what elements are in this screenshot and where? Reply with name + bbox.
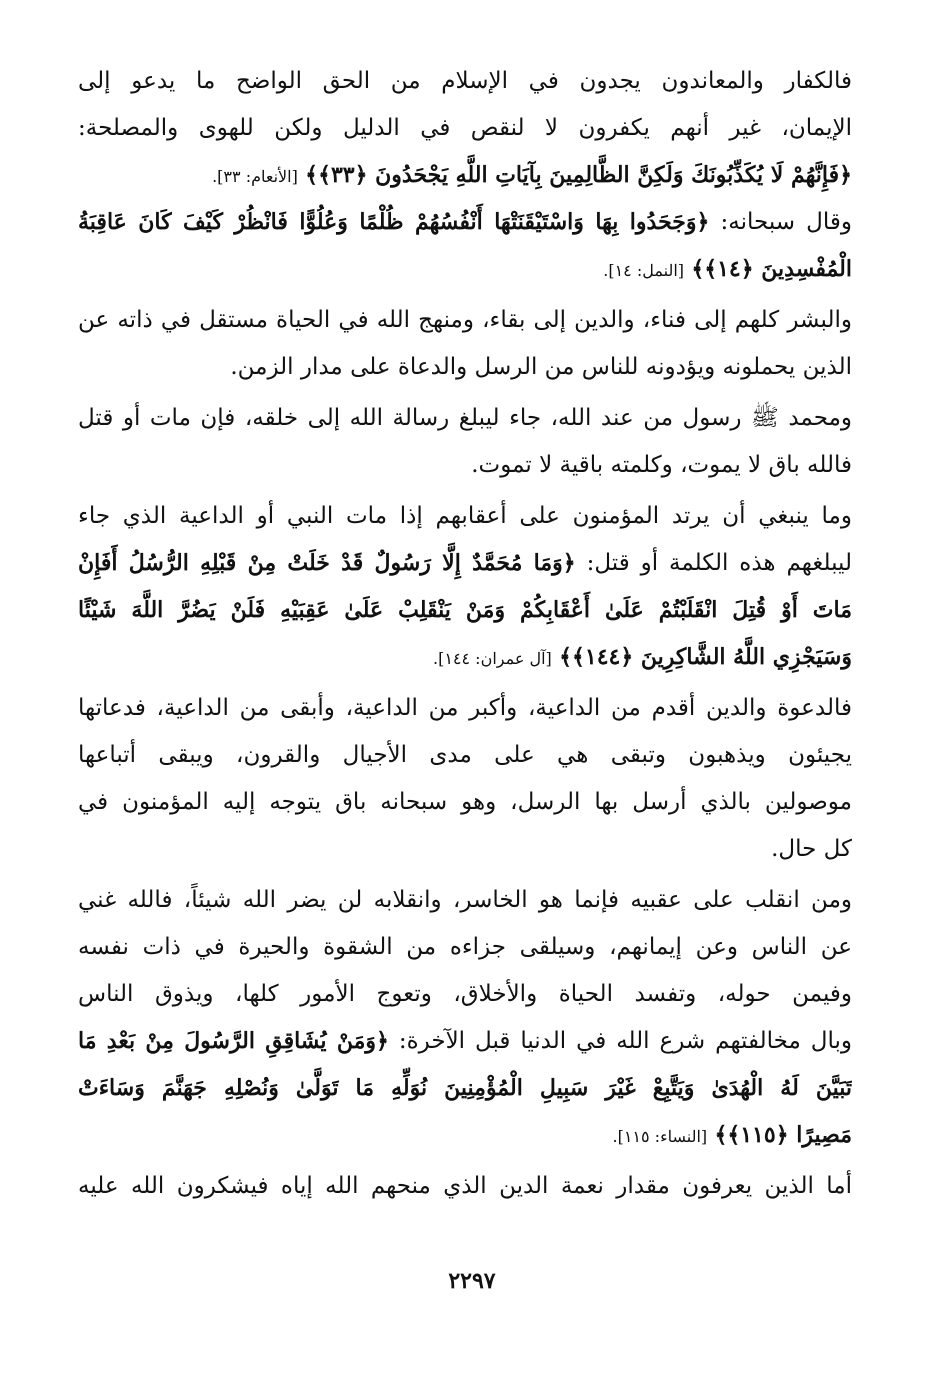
text-line-10: وما ينبغي أن يرتد المؤمنون على أعقابهم إذا مات النبي أو الداعية الذي جاء <box>78 503 852 529</box>
text-line-20: وفيمن حوله، وتفسد الحياة والأخلاق، وتعوج الأمور كلها، ويذوق الناس <box>78 981 852 1007</box>
verse-reference: [آل عمران: ١٤٤]. <box>432 649 552 668</box>
page-number: ٢٢٩٧ <box>448 1268 496 1294</box>
verse-line-23 <box>78 1112 852 1159</box>
text-line-11: ليبلغهم هذه الكلمة أو قتل: ﴿وَمَا مُحَمَّدٌ إِلَّا رَسُولٌ قَدْ خَلَتْ مِنْ قَبْلِهِ الرُّسُلُ أَفَإِنْ <box>78 550 852 576</box>
text-line-9: فالله باق لا يموت، وكلمته باقية لا تموت. <box>471 452 852 478</box>
verse-reference: [النمل: ١٤]. <box>603 261 684 280</box>
text-line-21: وبال مخالفتهم شرع الله في الدنيا قبل الآخرة: ﴿وَمَنْ يُشَاقِقِ الرَّسُولَ مِنْ بَعْدِ مَا <box>78 1028 852 1054</box>
verse-line-5 <box>78 246 852 293</box>
quran-verse: ﴿وَمَا مُحَمَّدٌ إِلَّا رَسُولٌ قَدْ خَلَتْ مِنْ قَبْلِهِ الرُّسُلُ أَفَإِنْ <box>78 550 576 576</box>
text-line-15: يجيئون ويذهبون وتبقى هي على مدى الأجيال والقرون، ويبقى أتباعها <box>78 742 852 768</box>
verse-reference: [الأنعام: ٣٣]. <box>212 167 298 186</box>
quran-verse: ﴿وَجَحَدُوا بِهَا وَاسْتَيْقَنَتْهَا أَنْفُسُهُمْ ظُلْمًا وَعُلُوًّا فَانْظُرْ كَيْفَ كَانَ عَاقِبَةُ <box>78 209 710 235</box>
text-line-16: موصولين بالذي أرسل بها الرسل، وهو سبحانه باق يتوجه إليه المؤمنون في <box>78 789 852 815</box>
verse-line-13 <box>78 634 852 681</box>
quran-verse: ﴿وَمَنْ يُشَاقِقِ الرَّسُولَ مِنْ بَعْدِ مَا <box>78 1028 389 1054</box>
quran-verse: الْمُفْسِدِينَ ﴿١٤﴾﴾ <box>691 256 852 282</box>
quran-verse: مَاتَ أَوْ قُتِلَ انْقَلَبْتُمْ عَلَىٰ أَعْقَابِكُمْ وَمَنْ يَنْقَلِبْ عَلَىٰ عَقِبَيْهِ فَلَنْ يَضُرَّ اللَّهَ شَيْئًا <box>78 597 852 623</box>
text-line-4: وقال سبحانه: ﴿وَجَحَدُوا بِهَا وَاسْتَيْقَنَتْهَا أَنْفُسُهُمْ ظُلْمًا وَعُلُوًّا فَانْظُرْ كَيْفَ كَانَ عَاقِبَةُ <box>78 209 852 235</box>
text-line-6: والبشر كلهم إلى فناء، والدين إلى بقاء، ومنهج الله في الحياة مستقل في ذاته عن <box>78 307 852 333</box>
verse-line-22 <box>78 1065 852 1112</box>
text-line-19: عن الناس وعن إيمانهم، وسيلقى جزاءه من الشقوة والحيرة في ذات نفسه <box>78 934 852 960</box>
text-line-18: ومن انقلب على عقبيه فإنما هو الخاسر، وانقلابه لن يضر الله شيئاً، فالله غني <box>78 887 852 913</box>
quran-verse: مَصِيرًا ﴿١١٥﴾﴾ <box>714 1122 852 1148</box>
text-line-2: الإيمان، غير أنهم يكفرون لا لنقص في الدليل ولكن للهوى والمصلحة: <box>78 115 852 141</box>
text-line-8: ومحمد ﷺ رسول من عند الله، جاء ليبلغ رسالة الله إلى خلقه، فإن مات أو قتل <box>78 405 852 431</box>
verse-line-12 <box>78 587 852 634</box>
quran-verse: ﴿فَإِنَّهُمْ لَا يُكَذِّبُونَكَ وَلَكِنَّ الظَّالِمِينَ بِآيَاتِ اللَّهِ يَجْحَدُونَ ﴿٣٣﴾﴾ <box>305 162 852 188</box>
text-line-24: أما الذين يعرفون مقدار نعمة الدين الذي منحهم الله إياه فيشكرون الله عليه <box>78 1173 852 1199</box>
quran-verse: وَسَيَجْزِي اللَّهُ الشَّاكِرِينَ ﴿١٤٤﴾﴾ <box>559 644 852 670</box>
text-line-17: كل حال. <box>771 836 852 862</box>
quran-verse: تَبَيَّنَ لَهُ الْهُدَىٰ وَيَتَّبِعْ غَيْرَ سَبِيلِ الْمُؤْمِنِينَ نُوَلِّهِ مَا تَوَلَّىٰ وَنُصْلِهِ جَهَنَّمَ وَسَاءَتْ <box>78 1075 852 1101</box>
body-text <box>78 58 852 1210</box>
text-line-14: فالدعوة والدين أقدم من الداعية، وأكبر من الداعية، وأبقى من الداعية، فدعاتها <box>78 695 852 721</box>
text-line-1: فالكفار والمعاندون يجدون في الإسلام من الحق الواضح ما يدعو إلى <box>78 68 852 94</box>
verse-reference: [النساء: ١١٥]. <box>612 1127 708 1146</box>
text-line-7: الذين يحملونه ويؤدونه للناس من الرسل والدعاة على مدار الزمن. <box>230 354 852 380</box>
verse-line-3 <box>78 152 852 199</box>
